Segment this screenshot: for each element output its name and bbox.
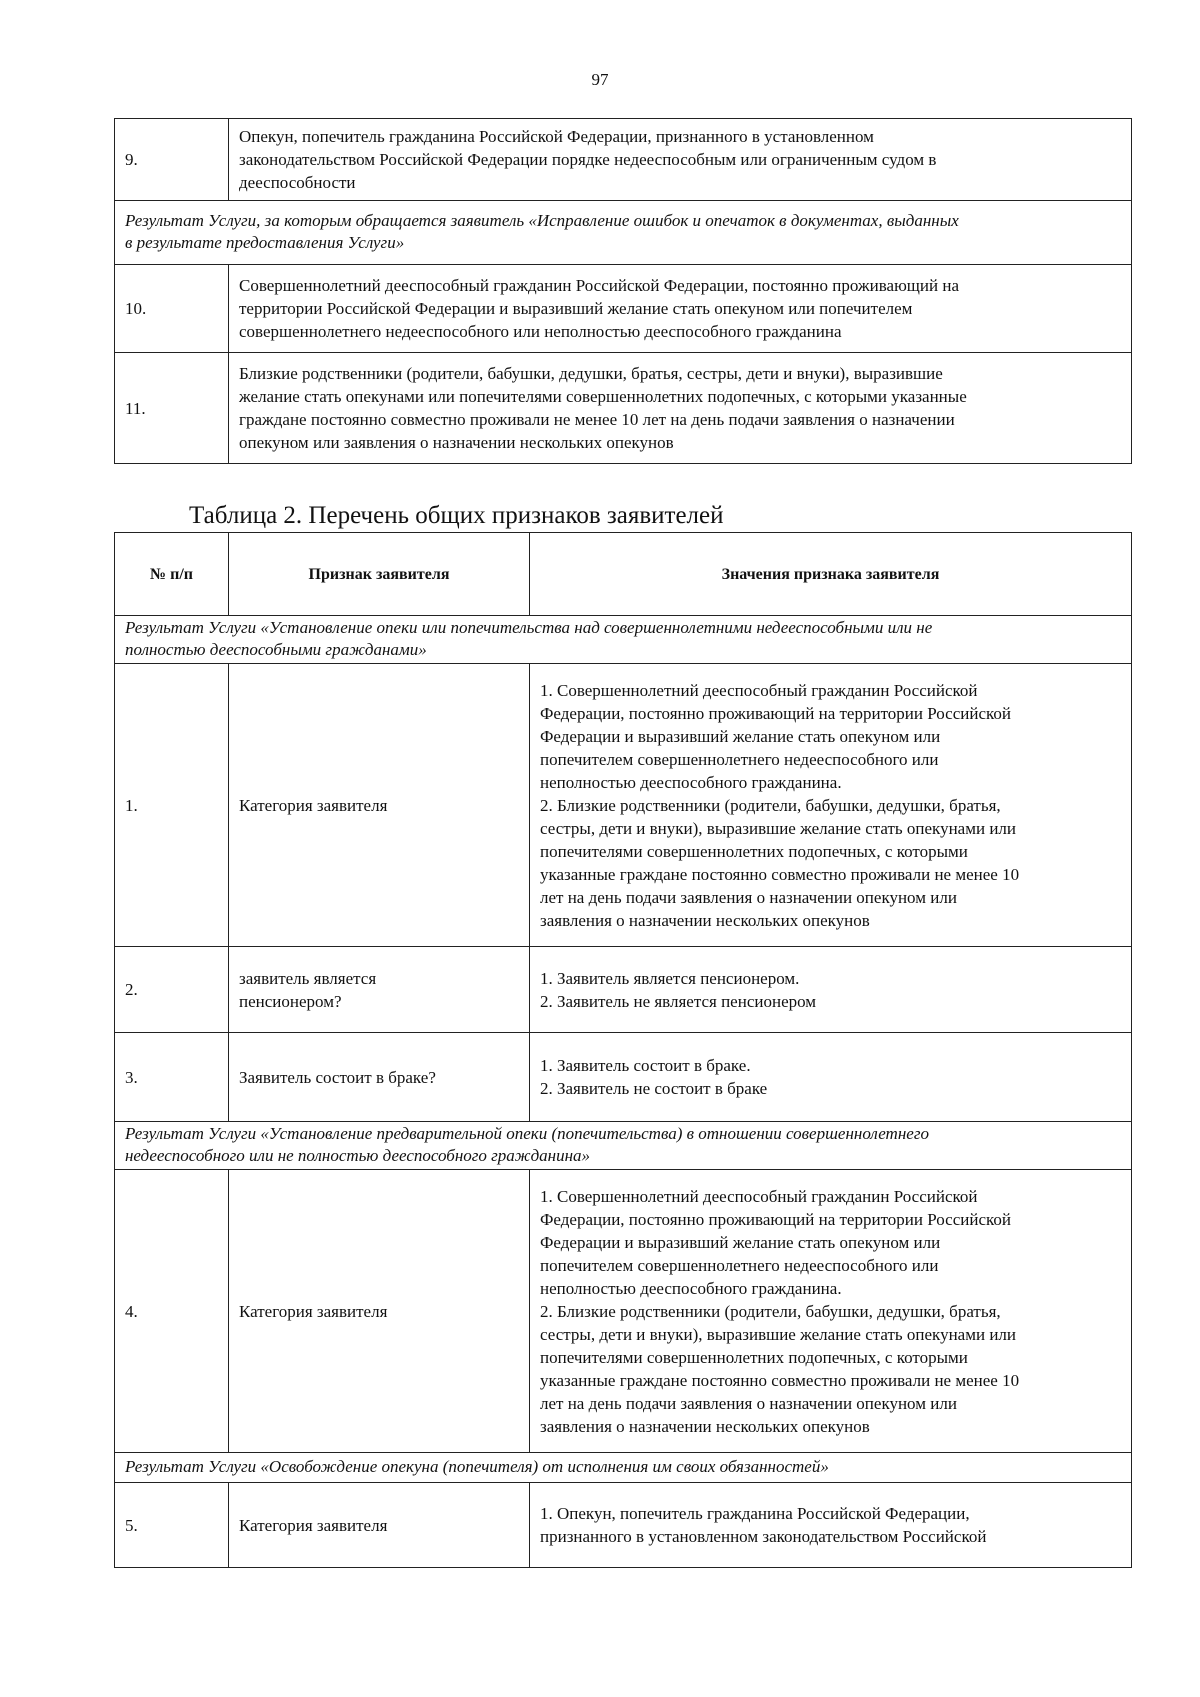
section-header-row [115,1122,1132,1170]
text-line: Результат Услуги «Установление предварительной опеки (попечительства) в отношении совершеннолетнего [125,1124,929,1143]
text-line: попечителями совершеннолетних подопечных, с которыми [540,1347,968,1367]
column-header-feature: Признак заявителя [229,533,530,616]
row-number: 4. [115,1170,229,1453]
text-line: недееспособного или не полностью дееспособного гражданина» [125,1146,591,1165]
text-line: Близкие родственники (родители, бабушки, дедушки, братья, сестры, дети и внуки), выразившие [239,364,943,383]
text-line: неполностью дееспособного гражданина. [540,772,842,792]
text-line: заявитель является [239,968,377,988]
table-row [115,1033,1132,1122]
row-number: 3. [115,1033,229,1122]
text-line: Федерации и выразивший желание стать опекуном или [540,726,941,746]
text-line: Категория заявителя [239,795,388,815]
text-line: попечителем совершеннолетнего недееспособного или [540,1255,939,1275]
text-line: Опекун, попечитель гражданина Российской Федерации, признанного в установленном [239,127,874,146]
text-line: признанного в установленном законодательством Российской [540,1527,987,1546]
text-line: 2. Близкие родственники (родители, бабушки, дедушки, братья, [540,795,1001,815]
page-number: 97 [591,70,609,89]
feature-cell [229,947,530,1033]
text-line: Категория заявителя [239,1301,388,1321]
text-line: 2. Близкие родственники (родители, бабушки, дедушки, братья, [540,1301,1001,1321]
text-line: Федерации и выразивший желание стать опекуном или [540,1232,941,1252]
table-row [115,664,1132,947]
row-number: 5. [115,1483,229,1568]
continued-applicants-table [114,118,1132,464]
feature-cell [229,664,530,947]
text-line: указанные граждане постоянно совместно проживали не менее 10 [540,864,1020,884]
text-line: Результат Услуги «Освобождение опекуна (попечителя) от исполнения им своих обязанностей» [125,1457,829,1476]
column-header-values: Значения признака заявителя [530,533,1132,616]
row-number: 11. [115,353,229,464]
table-header-row [115,533,1132,616]
values-cell [530,664,1132,947]
section-header-row [115,616,1132,664]
table-caption: Таблица 2. Перечень общих признаков заявителей [189,502,724,529]
section-header-row [115,1453,1132,1483]
table-row [115,353,1132,464]
text-line: опекуном или заявления о назначении нескольких опекунов [239,433,674,452]
section-title [115,1453,1132,1483]
text-line: Совершеннолетний дееспособный гражданин Российской Федерации, постоянно проживающий на [239,276,959,295]
text-line: совершеннолетнего недееспособного или неполностью дееспособного гражданина [239,322,842,341]
section-title [115,201,1132,265]
text-line: Результат Услуги «Установление опеки или попечительства над совершеннолетними недееспособными или не [125,618,933,637]
text-line: 1. Заявитель является пенсионером. [540,968,800,988]
row-text [229,353,1132,464]
row-text [229,119,1132,201]
text-line: 1. Заявитель состоит в браке. [540,1056,751,1075]
text-line: лет на день подачи заявления о назначении опекуном или [540,1393,957,1413]
text-line: желание стать опекунами или попечителями совершеннолетних подопечных, с которыми указанные [239,387,967,406]
section-title [115,616,1132,664]
text-line: Федерации, постоянно проживающий на территории Российской [540,703,1011,723]
text-line: Заявитель состоит в браке? [239,1067,436,1087]
values-cell [530,1170,1132,1453]
table-row [115,1170,1132,1453]
text-line: граждане постоянно совместно проживали не менее 10 лет на день подачи заявления о назначении [239,410,955,429]
text-line: законодательством Российской Федерации порядке недееспособным или ограниченным судом в [239,150,937,169]
text-line: 2. Заявитель не состоит в браке [540,1079,768,1098]
text-line: Федерации, постоянно проживающий на территории Российской [540,1209,1011,1229]
text-line: заявления о назначении нескольких опекунов [540,910,870,930]
section-title [115,1122,1132,1170]
table-row [115,1483,1132,1568]
text-line: попечителем совершеннолетнего недееспособного или [540,749,939,769]
text-line: лет на день подачи заявления о назначении опекуном или [540,887,957,907]
row-number: 10. [115,265,229,353]
row-number: 1. [115,664,229,947]
text-line: 1. Совершеннолетний дееспособный гражданин Российской [540,680,978,700]
table-row [115,119,1132,201]
text-line: Категория заявителя [239,1515,388,1535]
text-line: территории Российской Федерации и выразивший желание стать опекуном или попечителем [239,299,913,318]
values-cell [530,1483,1132,1568]
table-row [115,265,1132,353]
applicant-features-table [114,532,1132,1568]
text-line: Результат Услуги, за которым обращается заявитель «Исправление ошибок и опечаток в документах, выданных [125,211,959,230]
text-line: 2. Заявитель не является пенсионером [540,991,817,1011]
text-line: 1. Опекун, попечитель гражданина Российской Федерации, [540,1504,970,1523]
row-number: 2. [115,947,229,1033]
section-header-row [115,201,1132,265]
values-cell [530,947,1132,1033]
row-text [229,265,1132,353]
text-line: сестры, дети и внуки), выразившие желание стать опекунами или [540,818,1016,838]
column-header-number: № п/п [115,533,229,616]
feature-cell [229,1483,530,1568]
text-line: полностью дееспособными гражданами» [125,640,427,659]
text-line: дееспособности [239,173,356,192]
table-row [115,947,1132,1033]
values-cell [530,1033,1132,1122]
row-number: 9. [115,119,229,201]
feature-cell [229,1033,530,1122]
text-line: сестры, дети и внуки), выразившие желание стать опекунами или [540,1324,1016,1344]
text-line: неполностью дееспособного гражданина. [540,1278,842,1298]
text-line: в результате предоставления Услуги» [125,233,405,252]
text-line: заявления о назначении нескольких опекунов [540,1416,870,1436]
text-line: 1. Совершеннолетний дееспособный гражданин Российской [540,1186,978,1206]
feature-cell [229,1170,530,1453]
text-line: попечителями совершеннолетних подопечных, с которыми [540,841,968,861]
text-line: указанные граждане постоянно совместно проживали не менее 10 [540,1370,1020,1390]
text-line: пенсионером? [239,991,342,1011]
